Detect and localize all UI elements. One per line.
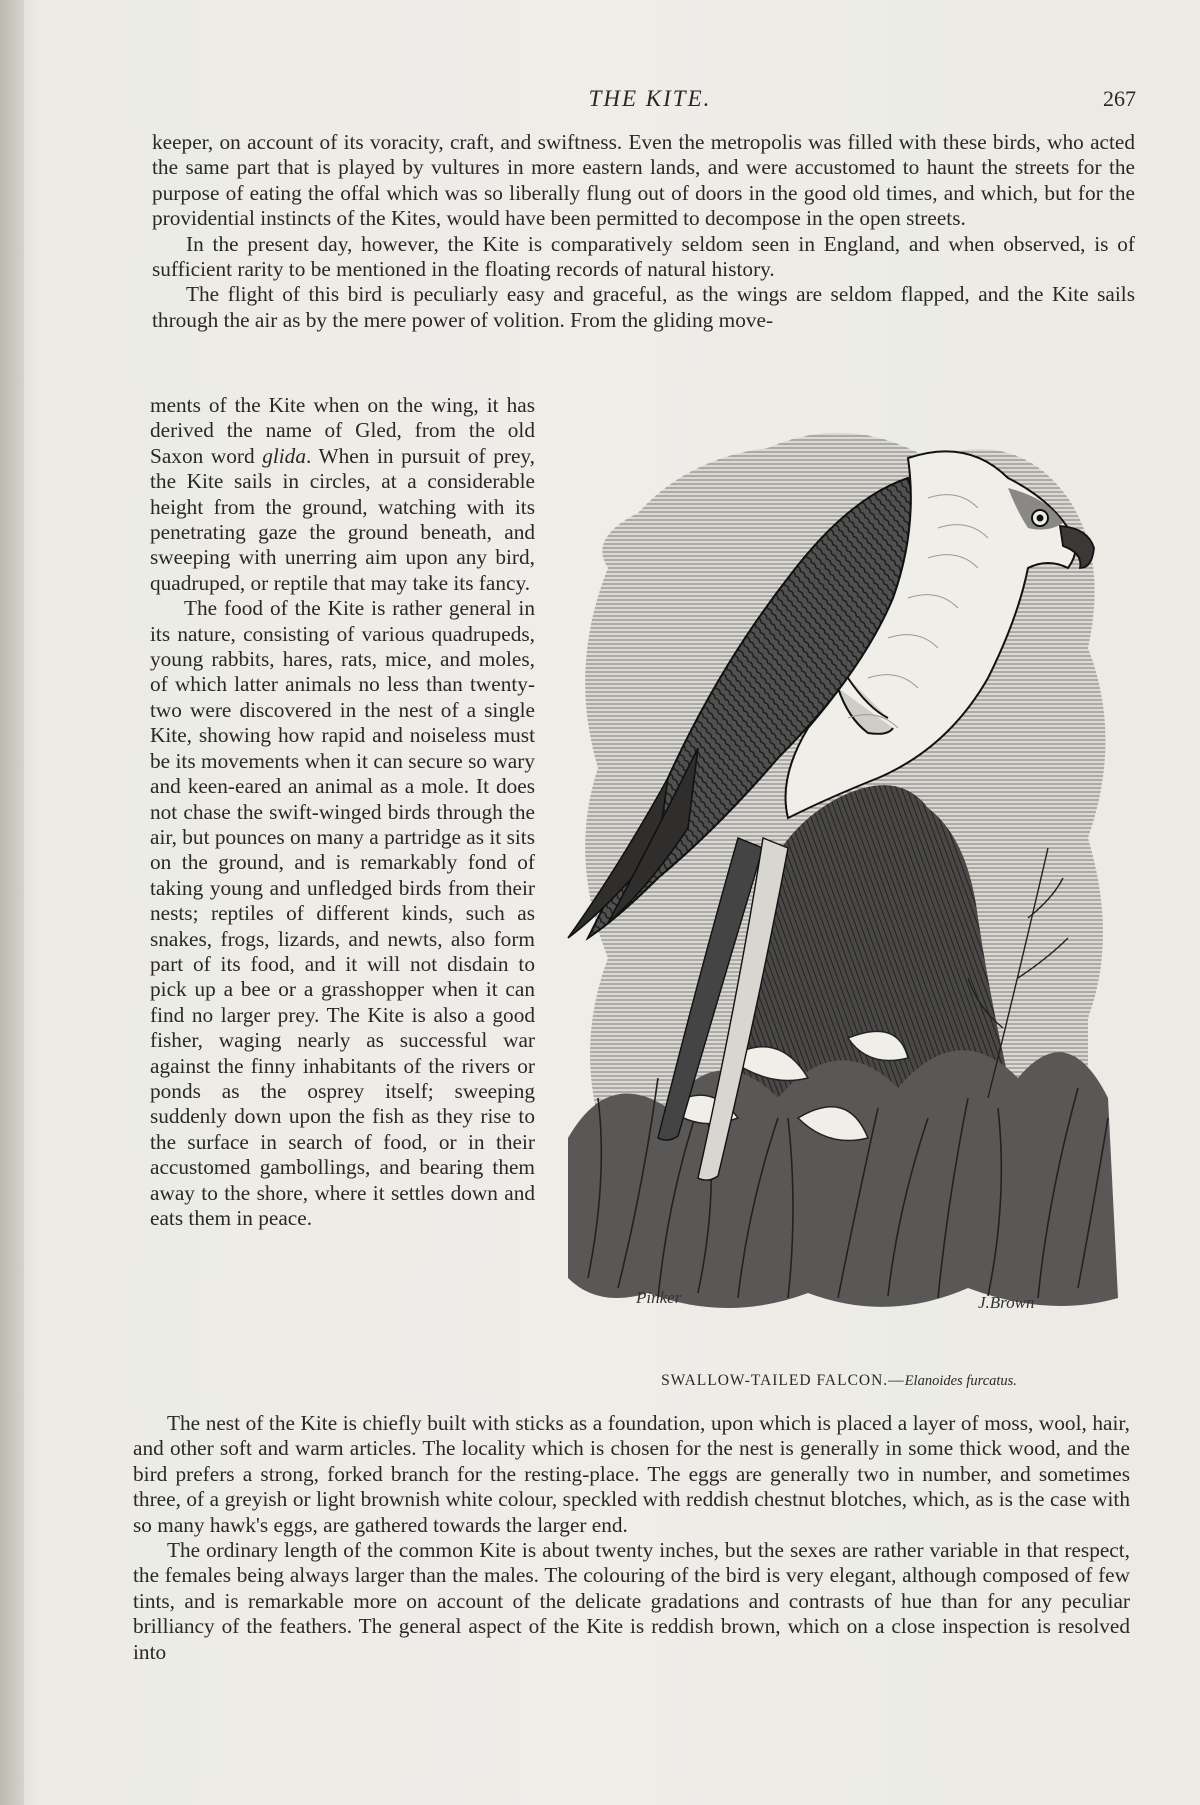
falcon-illustration xyxy=(548,418,1126,1358)
italic-word: glida xyxy=(262,443,306,468)
paragraph: keeper, on account of its voracity, craft, and swiftness. Even the metropolis was filled with these birds, who acted the same part that is played by vultures in more eastern lands, and were accustomed to haunt the streets for the purpose of eating the offal which was so liberally flung out of doors in the good old times, and which, but for the providential instincts of the Kites, would have been permitted to decompose in the open streets. xyxy=(152,130,1135,231)
paragraph: The flight of this bird is peculiarly easy and graceful, as the wings are seldom flapped, and the Kite sails through the air as by the mere power of volition. From the gliding move- xyxy=(152,282,1135,332)
running-head xyxy=(150,86,1150,120)
top-text-block xyxy=(152,130,1135,333)
figure-caption xyxy=(556,1372,1122,1390)
paragraph: The ordinary length of the common Kite is about twenty inches, but the sexes are rather variable in that respect, the females being always larger than the males. The colouring of the bird is very elegant, although composed of few tints, and is remarkable more on account of the delicate gradations and contrasts of hue than for any peculiar brilliancy of the feathers. The general aspect of the Kite is reddish brown, which on a close inspection is resolved into xyxy=(133,1538,1130,1664)
caption-text: SWALLOW-TAILED FALCON.— xyxy=(661,1372,905,1389)
text-run: ments of the Kite when on the wing, it has derived the name of Gled, from the old Saxon word xyxy=(150,393,535,468)
left-column-text xyxy=(150,393,535,1231)
text-run: . When in pursuit of prey, the Kite sails in circles, at a considerable height from the ground, watching with its penetrating gaze the ground beneath, and sweeping with unerring aim upon any bird, quadruped, or reptile that may take its fancy. xyxy=(150,443,535,595)
pupil xyxy=(1037,515,1044,522)
paragraph: In the present day, however, the Kite is comparatively seldom seen in England, and when observed, is of sufficient rarity to be mentioned in the floating records of natural history. xyxy=(152,231,1135,282)
page-number: 267 xyxy=(1103,86,1136,111)
signature-left: Pinker xyxy=(636,1288,682,1307)
falcon-engraving xyxy=(548,418,1126,1358)
signature-right: J.Brown xyxy=(978,1293,1035,1312)
paragraph: The nest of the Kite is chiefly built with sticks as a foundation, upon which is placed a layer of moss, wool, hair, and other soft and warm articles. The locality which is chosen for the nest is generally in some thick wood, and the bird prefers a strong, forked branch for the resting-place. The eggs are generally two in number, and sometimes three, of a greyish or light brownish white colour, speckled with reddish chestnut blotches, which, as is the case with so many hawk's eggs, are gathered towards the larger end. xyxy=(133,1411,1130,1537)
caption-latin-name: Elanoides furcatus. xyxy=(904,1373,1017,1389)
paragraph: The food of the Kite is rather general in its nature, consisting of various quadrupeds, young rabbits, hares, rats, mice, and moles, of which latter animals no less than twenty-two were discovered in the nest of a single Kite, showing how rapid and noiseless must be its movements when it can secure so wary and keen-eared an animal as a mole. It does not chase the swift-winged birds through the air, but pounces on many a partridge as it sits on the ground, and is remarkably fond of taking young and unfledged birds from their nests; reptiles of different kinds, such as snakes, frogs, lizards, and newts, also form part of its food, and it will not disdain to pick up a bee or a grasshopper when it can find no larger prey. The Kite is also a good fisher, waging nearly as successful war against the finny inhabitants of the rivers or ponds as the osprey itself; sweeping suddenly down upon the fish as they rise to the surface in search of food, or in their accustomed gambollings, and bearing them away to the shore, where it settles down and eats them in peace. xyxy=(150,596,535,1230)
page-gutter-shadow xyxy=(0,0,24,1805)
running-title: THE KITE. xyxy=(588,86,712,111)
paragraph xyxy=(150,393,535,596)
bottom-text-block xyxy=(133,1411,1130,1665)
